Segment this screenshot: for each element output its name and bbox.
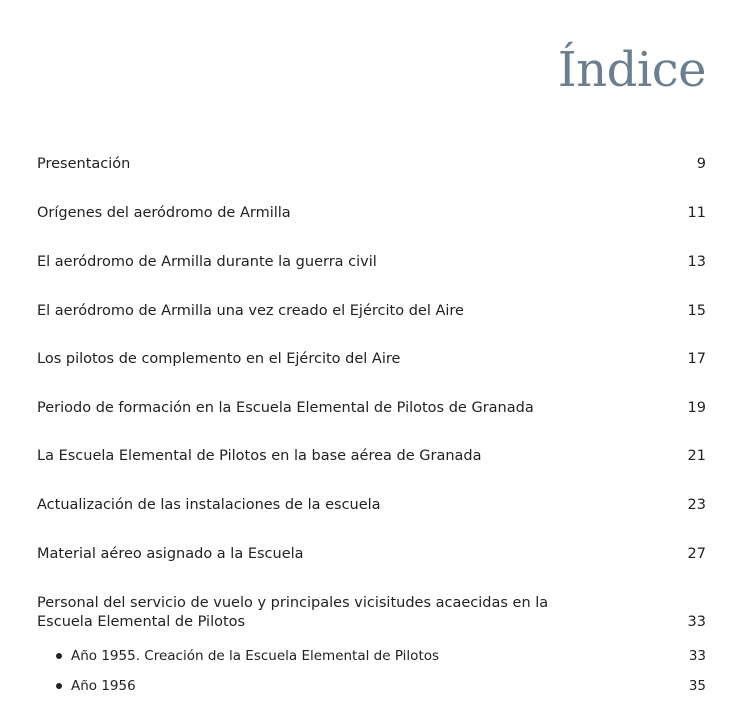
toc-subentry-title: Año 1955. Creación de la Escuela Elemental de Pilotos: [71, 648, 440, 664]
toc-entry-title: Orígenes del aeródromo de Armilla: [37, 205, 291, 221]
toc-entry-title: El aeródromo de Armilla una vez creado el Ejército del Aire: [37, 303, 464, 319]
toc-entry-title: Periodo de formación en la Escuela Elemental de Pilotos de Granada: [37, 400, 534, 416]
toc-entry[interactable]: [37, 496, 706, 515]
toc-entry-page: 13: [687, 254, 706, 270]
toc-subentry-title: Año 1956: [71, 678, 136, 694]
toc-entry-title: El aeródromo de Armilla durante la guerra civil: [37, 254, 377, 270]
toc-subentry-page: 33: [688, 648, 706, 664]
toc-entry-page: 15: [687, 303, 706, 319]
toc-entry-page: 27: [687, 546, 706, 562]
toc-entry[interactable]: [37, 594, 706, 632]
toc-subentry[interactable]: [37, 677, 706, 695]
toc-subentry[interactable]: [37, 647, 706, 665]
toc-entry-page: 21: [687, 448, 706, 464]
toc-entry-page: 17: [687, 351, 706, 367]
toc-entry[interactable]: [37, 350, 706, 369]
toc-entry-title: Presentación: [37, 156, 131, 172]
toc-entry[interactable]: [37, 302, 706, 321]
toc-entry-title: La Escuela Elemental de Pilotos en la base aérea de Granada: [37, 448, 482, 464]
toc-entry[interactable]: [37, 155, 706, 174]
toc-entry-page: 11: [687, 205, 706, 221]
toc-entry-page: 9: [696, 156, 706, 172]
toc-entry-title: Actualización de las instalaciones de la escuela: [37, 497, 381, 513]
toc-entry[interactable]: [37, 447, 706, 466]
toc-entry[interactable]: [37, 204, 706, 223]
bullet-icon: [56, 683, 62, 689]
toc-entry[interactable]: [37, 545, 706, 564]
bullet-icon: [56, 653, 62, 659]
toc-entry-title: Los pilotos de complemento en el Ejército del Aire: [37, 351, 401, 367]
toc-entry-page: 19: [687, 400, 706, 416]
toc-entry[interactable]: [37, 399, 706, 418]
toc-entry-title: Material aéreo asignado a la Escuela: [37, 546, 304, 562]
toc-entry[interactable]: [37, 253, 706, 272]
toc-entry-title: Personal del servicio de vuelo y principales vicisitudes acaecidas en la Escuela Elemental de Pilotos: [37, 595, 549, 630]
toc-entry-page: 33: [687, 614, 706, 630]
toc-entry-page: 23: [687, 497, 706, 513]
page-title: Índice: [557, 42, 706, 98]
toc-subentry-page: 35: [688, 678, 706, 694]
